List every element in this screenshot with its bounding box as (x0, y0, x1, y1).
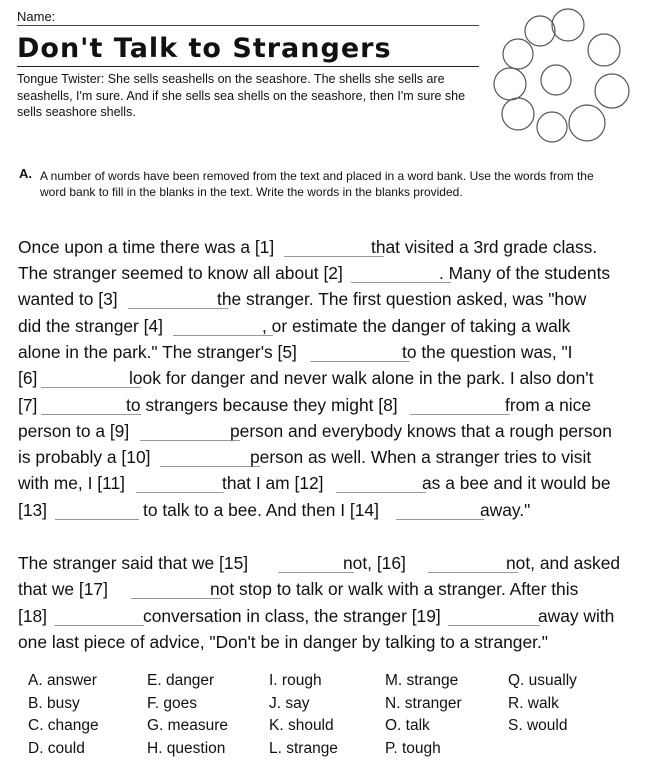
bubble (494, 68, 526, 100)
word-bank-item: F. goes (147, 694, 197, 712)
word-bank-item: P. tough (385, 739, 441, 757)
blank-11[interactable] (136, 473, 224, 493)
passage-text: not stop to talk or walk with a stranger. After this (210, 579, 579, 599)
passage-line (18, 237, 626, 263)
passage-line (18, 342, 626, 368)
passage-line (18, 447, 626, 473)
blank-3[interactable] (128, 289, 228, 309)
word-bank-column (147, 670, 228, 760)
word-bank-column (508, 670, 577, 738)
section-letter: A. (19, 166, 32, 181)
passage-text: alone in the park." The stranger's [5] (18, 342, 297, 362)
passage-text: not, and asked (506, 553, 621, 573)
word-bank-item: S. would (508, 717, 568, 734)
passage-line (18, 579, 626, 605)
passage-text: away with (538, 606, 615, 626)
word-bank-column (28, 670, 99, 760)
bubble (541, 65, 571, 95)
title-underline (17, 66, 479, 67)
word-bank-column (385, 670, 462, 760)
passage-text: not, [16] (343, 553, 406, 573)
word-bank-item: O. talk (385, 717, 430, 734)
passage-text: [13] (18, 500, 48, 520)
passage-text: that visited a 3rd grade class. (371, 237, 598, 257)
passage-text: . Many of the students (439, 263, 611, 283)
word-bank-item: G. measure (147, 717, 228, 734)
passage-text: [6] (18, 368, 38, 388)
passage-text: did the stranger [4] (18, 316, 164, 336)
passage-text: conversation in class, the stranger [19] (143, 606, 441, 626)
blank-9[interactable] (140, 421, 240, 441)
word-bank-item: R. walk (508, 694, 559, 712)
bubble (525, 16, 555, 46)
word-bank-item: H. question (147, 739, 226, 757)
blank-10[interactable] (160, 447, 260, 467)
passage-text: person and everybody knows that a rough person (230, 421, 612, 441)
blank-8[interactable] (410, 395, 510, 415)
passage-text: Once upon a time there was a [1] (18, 237, 275, 257)
passage-text: to talk to a bee. And then I [14] (143, 500, 379, 520)
blank-18[interactable] (54, 606, 144, 626)
instructions-text: A number of words have been removed from the text and placed in a word bank. Use the words from the word bank to fill in the blanks in the text. Write the words in the blanks provided. (40, 169, 594, 199)
page-title: Don't Talk to Strangers (17, 33, 392, 64)
word-bank-item: C. change (28, 717, 99, 734)
bubble (537, 112, 567, 142)
blank-1[interactable] (284, 237, 384, 257)
tongue-twister: Tongue Twister: She sells seashells on the seashore. The shells she sells are seashells, I'm sure. And if she sells sea shells on the seashore, then I'm sure she sells seashore shells. (17, 72, 466, 119)
passage-line (18, 632, 626, 658)
word-bank-item: Q. usually (508, 672, 577, 689)
name-write-line[interactable] (17, 25, 479, 26)
passage-text: person to a [9] (18, 421, 130, 441)
passage-text: one last piece of advice, "Don't be in danger by talking to a stranger." (18, 632, 548, 652)
passage-text: [18] (18, 606, 48, 626)
word-bank-item: N. stranger (385, 694, 462, 712)
blank-14[interactable] (396, 500, 484, 520)
word-bank-item: K. should (269, 717, 334, 734)
passage-text: to the question was, "I (402, 342, 573, 362)
passage-text: The stranger seemed to know all about [2] (18, 263, 343, 283)
bubble (552, 9, 584, 41)
bubble (595, 74, 629, 108)
passage-text: look for danger and never walk alone in the park. I also don't (129, 368, 594, 388)
word-bank-item: L. strange (269, 739, 338, 757)
passage-line (18, 289, 626, 315)
blank-12[interactable] (336, 473, 426, 493)
word-bank-item: E. danger (147, 672, 215, 689)
word-bank-item: A. answer (28, 672, 97, 689)
word-bank-column (269, 670, 338, 760)
passage-line (18, 606, 626, 632)
passage-line (18, 368, 626, 394)
passage-text: , or estimate the danger of taking a walk (262, 316, 571, 336)
word-bank-item: B. busy (28, 694, 80, 712)
passage-line (18, 473, 626, 499)
word-bank-item: J. say (269, 694, 310, 712)
name-label: Name: (17, 9, 56, 24)
blank-2[interactable] (351, 263, 451, 283)
bubble (502, 98, 534, 130)
passage-text: to strangers because they might [8] (126, 395, 398, 415)
passage-text: that we [17] (18, 579, 108, 599)
passage-text: the stranger. The first question asked, was "how (217, 289, 587, 309)
passage-text: [7] (18, 395, 38, 415)
passage-line (18, 421, 626, 447)
passage-text: with me, I [11] (18, 473, 125, 493)
blank-6[interactable] (41, 368, 141, 388)
passage-text: The stranger said that we [15] (18, 553, 249, 573)
passage-text: person as well. When a stranger tries to visit (250, 447, 592, 467)
passage-text: that I am [12] (222, 473, 324, 493)
passage-text: away." (480, 500, 531, 520)
word-bank-item: M. strange (385, 672, 459, 689)
passage-line (18, 500, 626, 526)
bubble (503, 39, 533, 69)
bubbles-decoration (486, 5, 646, 155)
blank-16[interactable] (428, 553, 518, 573)
passage-line (18, 263, 626, 289)
passage-line (18, 395, 626, 421)
blank-17[interactable] (131, 579, 221, 599)
passage-text: as a bee and it would be (422, 473, 611, 493)
blank-19[interactable] (448, 606, 540, 626)
passage-text: wanted to [3] (18, 289, 118, 309)
passage-text: from a nice (505, 395, 592, 415)
passage-line (18, 553, 626, 579)
blank-4[interactable] (173, 316, 273, 336)
word-bank-item: D. could (28, 739, 85, 757)
bubble (569, 105, 605, 141)
blank-13[interactable] (55, 500, 139, 520)
word-bank-item: I. rough (269, 672, 322, 689)
passage-text: is probably a [10] (18, 447, 151, 467)
bubble (588, 34, 620, 66)
passage-line (18, 316, 626, 342)
blank-5[interactable] (310, 342, 410, 362)
